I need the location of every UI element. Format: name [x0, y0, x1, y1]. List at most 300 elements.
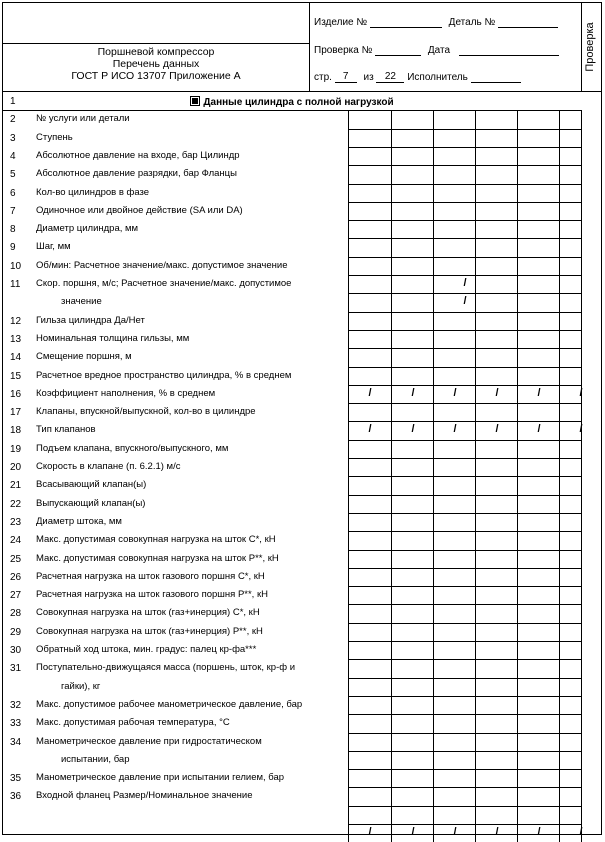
value-cell[interactable] — [559, 659, 581, 677]
value-cell[interactable] — [559, 568, 581, 586]
value-cell[interactable] — [348, 330, 391, 348]
value-cell[interactable] — [348, 659, 391, 677]
row-label: Одиночное или двойное действие (SA или DA) — [36, 204, 243, 216]
value-cell[interactable] — [559, 403, 581, 421]
value-cell[interactable] — [559, 110, 581, 128]
value-cell[interactable] — [559, 165, 581, 183]
izdelie-label: Изделие № — [314, 17, 368, 28]
value-cell[interactable] — [433, 531, 475, 549]
row-label: Клапаны, впускной/выпускной, кол-во в цилиндре — [36, 406, 256, 418]
row-label: Смещение поршня, м — [36, 351, 132, 363]
value-cell[interactable] — [391, 623, 433, 641]
value-cell[interactable] — [475, 604, 517, 622]
slash-separator: / — [463, 277, 467, 289]
row-number: 3 — [10, 132, 16, 144]
row-label: Всасывающий клапан(ы) — [36, 479, 147, 491]
value-cell[interactable] — [391, 147, 433, 165]
value-cell[interactable] — [433, 257, 475, 275]
row-label: Коэффициент наполнения, % в среднем — [36, 387, 216, 399]
value-cell[interactable] — [559, 604, 581, 622]
value-cell[interactable] — [517, 568, 559, 586]
row-label: Скорость в клапане (п. 6.2.1) м/с — [36, 461, 181, 472]
value-cell[interactable] — [559, 678, 581, 696]
row-label: Макс. допустимая рабочая температура, °C — [36, 717, 230, 729]
value-cell[interactable] — [559, 312, 581, 330]
slash-separator: / — [368, 386, 372, 399]
value-cell[interactable] — [433, 476, 475, 494]
section-title: Данные цилиндра с полной нагрузкой — [3, 95, 581, 108]
slash-separator: / — [579, 423, 583, 436]
value-cell[interactable] — [433, 751, 475, 769]
value-cell[interactable] — [433, 110, 475, 128]
row-number: 17 — [10, 407, 22, 419]
value-cell[interactable] — [433, 568, 475, 586]
value-cell[interactable] — [559, 550, 581, 568]
value-cell[interactable] — [391, 714, 433, 732]
value-cell[interactable] — [348, 623, 391, 641]
value-cell[interactable] — [433, 184, 475, 202]
slash-separator: / — [495, 386, 499, 399]
value-cell[interactable] — [433, 348, 475, 366]
row-label: Тип клапанов — [36, 424, 96, 436]
value-cell[interactable] — [348, 367, 391, 385]
value-cell[interactable] — [517, 330, 559, 348]
value-cell[interactable] — [517, 458, 559, 476]
value-cell[interactable] — [559, 440, 581, 458]
row-label: испытании, бар — [61, 753, 130, 765]
value-cell[interactable] — [391, 440, 433, 458]
slash-separator: / — [495, 826, 499, 838]
value-cell[interactable] — [391, 293, 433, 311]
value-cell[interactable] — [348, 257, 391, 275]
value-cell[interactable] — [559, 184, 581, 202]
value-cell[interactable] — [433, 641, 475, 659]
value-cell[interactable] — [433, 586, 475, 604]
value-cell[interactable] — [517, 202, 559, 220]
row-number: 6 — [10, 187, 16, 199]
row-number: 27 — [10, 590, 22, 602]
value-cell[interactable] — [559, 733, 581, 751]
row-number: 31 — [10, 663, 22, 675]
document-title: Поршневой компрессор Перечень данных ГОСТ Р ИСО 13707 Приложение А — [71, 46, 241, 82]
value-cell[interactable] — [475, 806, 517, 824]
value-cell[interactable] — [475, 714, 517, 732]
value-cell[interactable] — [391, 678, 433, 696]
row-number: 1 — [10, 96, 16, 107]
value-cell[interactable] — [559, 641, 581, 659]
value-cell[interactable] — [559, 696, 581, 714]
value-cell[interactable] — [475, 787, 517, 805]
value-cell[interactable] — [433, 458, 475, 476]
value-cell[interactable] — [559, 495, 581, 513]
value-cell[interactable] — [559, 129, 581, 147]
value-cell[interactable] — [517, 659, 559, 677]
value-cell[interactable] — [517, 367, 559, 385]
value-cell[interactable] — [348, 440, 391, 458]
value-cell[interactable] — [391, 476, 433, 494]
value-cell[interactable] — [559, 769, 581, 787]
value-cell[interactable] — [433, 330, 475, 348]
value-cell[interactable] — [433, 367, 475, 385]
value-cell[interactable] — [517, 678, 559, 696]
value-cell[interactable] — [475, 696, 517, 714]
row-number: 32 — [10, 699, 22, 711]
row-label: Номинальная толщина гильзы, мм — [36, 332, 190, 344]
value-cell[interactable] — [475, 659, 517, 677]
row-number: 25 — [10, 553, 22, 565]
value-cell[interactable] — [348, 751, 391, 769]
row-label: Гильза цилиндра Да/Нет — [36, 314, 145, 326]
row-label: Расчетное вредное пространство цилиндра, % в среднем — [36, 369, 292, 381]
value-cell[interactable] — [559, 257, 581, 275]
value-cell[interactable] — [348, 147, 391, 165]
datasheet-page — [2, 2, 602, 838]
row-number: 33 — [10, 718, 22, 730]
slash-separator: / — [579, 386, 583, 399]
value-cell[interactable] — [559, 787, 581, 805]
value-cell[interactable] — [475, 495, 517, 513]
value-cell[interactable] — [391, 513, 433, 531]
value-cell[interactable] — [348, 568, 391, 586]
value-cell[interactable] — [348, 733, 391, 751]
value-cell[interactable] — [475, 257, 517, 275]
value-cell[interactable] — [517, 714, 559, 732]
value-cell[interactable] — [517, 495, 559, 513]
value-cell[interactable] — [433, 513, 475, 531]
value-cell[interactable] — [559, 348, 581, 366]
value-cell[interactable] — [348, 476, 391, 494]
value-cell[interactable] — [391, 769, 433, 787]
value-cell[interactable] — [475, 769, 517, 787]
value-cell[interactable] — [348, 495, 391, 513]
value-cell[interactable] — [391, 495, 433, 513]
row-label: гайки), кг — [61, 680, 101, 692]
value-cell[interactable] — [559, 806, 581, 824]
value-cell[interactable] — [391, 275, 433, 293]
row-label: Диаметр штока, мм — [36, 515, 122, 527]
value-cell[interactable] — [391, 604, 433, 622]
value-cell[interactable] — [348, 769, 391, 787]
value-cell[interactable] — [517, 623, 559, 641]
value-cell[interactable] — [475, 586, 517, 604]
row-number: 2 — [10, 114, 16, 126]
value-cell[interactable] — [348, 238, 391, 256]
value-cell[interactable] — [517, 550, 559, 568]
value-cell[interactable] — [517, 440, 559, 458]
izdelie-field[interactable] — [370, 17, 442, 28]
value-cell[interactable] — [517, 751, 559, 769]
value-cell[interactable] — [559, 367, 581, 385]
value-cell[interactable] — [348, 806, 391, 824]
value-cell[interactable] — [517, 769, 559, 787]
value-cell[interactable] — [475, 184, 517, 202]
value-cell[interactable] — [475, 367, 517, 385]
value-cell[interactable] — [391, 202, 433, 220]
value-cell[interactable] — [433, 147, 475, 165]
row-label: значение — [61, 296, 102, 308]
value-cell[interactable] — [433, 312, 475, 330]
value-cell[interactable] — [559, 586, 581, 604]
value-cell[interactable] — [391, 550, 433, 568]
value-cell[interactable] — [475, 568, 517, 586]
value-cell[interactable] — [517, 348, 559, 366]
value-cell[interactable] — [475, 641, 517, 659]
value-cell[interactable] — [348, 403, 391, 421]
value-cell[interactable] — [433, 129, 475, 147]
value-cell[interactable] — [433, 440, 475, 458]
value-cell[interactable] — [348, 293, 391, 311]
value-cell[interactable] — [348, 586, 391, 604]
value-cell[interactable] — [517, 513, 559, 531]
value-cell[interactable] — [391, 806, 433, 824]
value-cell[interactable] — [559, 293, 581, 311]
value-cell[interactable] — [391, 129, 433, 147]
row-label: Об/мин: Расчетное значение/макс. допустимое значение — [36, 259, 288, 271]
value-cell[interactable] — [391, 458, 433, 476]
value-cell[interactable] — [559, 220, 581, 238]
row-label: Скор. поршня, м/с; Расчетное значение/макс. допустимое — [36, 278, 292, 289]
slash-separator: / — [579, 826, 583, 838]
slash-separator: / — [453, 386, 457, 399]
ispolnitel-field[interactable] — [471, 72, 521, 83]
value-cell[interactable] — [433, 202, 475, 220]
value-cell[interactable] — [433, 659, 475, 677]
value-cell[interactable] — [391, 403, 433, 421]
row-label: Ступень — [36, 131, 73, 143]
value-cell[interactable] — [391, 165, 433, 183]
value-cell[interactable] — [559, 147, 581, 165]
value-cell[interactable] — [475, 348, 517, 366]
value-cell[interactable] — [475, 312, 517, 330]
value-cell[interactable] — [391, 751, 433, 769]
value-cell[interactable] — [475, 440, 517, 458]
value-cell[interactable] — [391, 220, 433, 238]
value-cell[interactable] — [475, 733, 517, 751]
value-cell[interactable] — [517, 604, 559, 622]
value-cell[interactable] — [517, 403, 559, 421]
value-cell[interactable] — [391, 184, 433, 202]
value-cell[interactable] — [391, 531, 433, 549]
row-number: 12 — [10, 315, 22, 327]
value-cell[interactable] — [517, 733, 559, 751]
detal-field[interactable] — [498, 17, 558, 28]
value-cell[interactable] — [348, 678, 391, 696]
header-left — [3, 3, 310, 92]
row-label: Шаг, мм — [36, 241, 71, 253]
value-cell[interactable] — [475, 678, 517, 696]
value-cell[interactable] — [475, 550, 517, 568]
value-cell[interactable] — [391, 257, 433, 275]
value-cell[interactable] — [391, 733, 433, 751]
value-cell[interactable] — [348, 550, 391, 568]
value-cell[interactable] — [475, 147, 517, 165]
value-cell[interactable] — [517, 238, 559, 256]
value-cell[interactable] — [517, 531, 559, 549]
value-cell[interactable] — [348, 275, 391, 293]
value-cell[interactable] — [517, 476, 559, 494]
value-cell[interactable] — [475, 330, 517, 348]
value-cell[interactable] — [517, 129, 559, 147]
value-cell[interactable] — [475, 403, 517, 421]
value-cell[interactable] — [475, 531, 517, 549]
value-cell[interactable] — [348, 220, 391, 238]
value-cell[interactable] — [391, 787, 433, 805]
value-cell[interactable] — [475, 751, 517, 769]
value-cell[interactable] — [475, 623, 517, 641]
row-number: 22 — [10, 498, 22, 510]
detal-label: Деталь № — [448, 17, 496, 28]
value-cell[interactable] — [433, 769, 475, 787]
value-cell[interactable] — [348, 165, 391, 183]
value-cell[interactable] — [391, 348, 433, 366]
value-cell[interactable] — [433, 787, 475, 805]
value-cell[interactable] — [433, 604, 475, 622]
value-cell[interactable] — [433, 495, 475, 513]
value-cell[interactable] — [433, 696, 475, 714]
value-cell[interactable] — [348, 696, 391, 714]
value-cell[interactable] — [475, 202, 517, 220]
row-number: 21 — [10, 480, 22, 492]
value-cell[interactable] — [517, 806, 559, 824]
row-number: 15 — [10, 370, 22, 382]
value-cell[interactable] — [517, 220, 559, 238]
proverka-no-field[interactable] — [375, 45, 421, 56]
value-cell[interactable] — [348, 513, 391, 531]
row-number: 36 — [10, 791, 22, 803]
value-cell[interactable] — [475, 476, 517, 494]
value-cell[interactable] — [391, 312, 433, 330]
value-cell[interactable] — [433, 733, 475, 751]
row-number: 34 — [10, 736, 22, 748]
value-cell[interactable] — [348, 787, 391, 805]
data-field[interactable] — [459, 45, 559, 56]
value-cell[interactable] — [348, 531, 391, 549]
value-cell[interactable] — [475, 220, 517, 238]
value-cell[interactable] — [517, 586, 559, 604]
row-number: 19 — [10, 443, 22, 455]
row-number: 16 — [10, 388, 22, 400]
value-cell[interactable] — [391, 586, 433, 604]
row-number: 10 — [10, 260, 22, 272]
value-cell[interactable] — [559, 238, 581, 256]
value-cell[interactable] — [559, 751, 581, 769]
value-cell[interactable] — [348, 312, 391, 330]
value-cell[interactable] — [348, 129, 391, 147]
value-cell[interactable] — [475, 513, 517, 531]
value-cell[interactable] — [433, 238, 475, 256]
value-cell[interactable] — [559, 714, 581, 732]
value-cell[interactable] — [475, 458, 517, 476]
slash-separator: / — [463, 295, 467, 308]
slash-separator: / — [411, 386, 415, 399]
value-cell[interactable] — [391, 330, 433, 348]
value-cell[interactable] — [391, 641, 433, 659]
value-cell[interactable] — [559, 458, 581, 476]
row-label: Макс. допустимая совокупная нагрузка на шток C*, кН — [36, 534, 276, 546]
value-cell[interactable] — [433, 165, 475, 183]
value-cell[interactable] — [517, 641, 559, 659]
value-cell[interactable] — [391, 659, 433, 677]
value-cell[interactable] — [559, 531, 581, 549]
value-cell[interactable] — [475, 129, 517, 147]
proverka-vertical-label: Проверка — [584, 22, 596, 72]
value-cell[interactable] — [559, 476, 581, 494]
slash-separator: / — [537, 423, 541, 436]
row-label: Входной фланец Размер/Номинальное значение — [36, 790, 253, 802]
value-cell[interactable] — [433, 806, 475, 824]
row-label: Диаметр цилиндра, мм — [36, 223, 139, 235]
value-cell[interactable] — [517, 293, 559, 311]
value-cell[interactable] — [348, 641, 391, 659]
value-cell[interactable] — [433, 220, 475, 238]
value-cell[interactable] — [391, 696, 433, 714]
row-label: Совокупная нагрузка на шток (газ+инерция) C*, кН — [36, 607, 260, 619]
slash-separator: / — [453, 423, 457, 436]
value-cell[interactable] — [348, 110, 391, 128]
row-label: Манометрическое давление при испытании гелием, бар — [36, 772, 285, 784]
value-cell[interactable] — [348, 604, 391, 622]
value-cell[interactable] — [559, 623, 581, 641]
value-cell[interactable] — [517, 165, 559, 183]
value-cell[interactable] — [348, 202, 391, 220]
value-cell[interactable] — [517, 147, 559, 165]
value-cell[interactable] — [559, 513, 581, 531]
row-label: Макс. допустимая совокупная нагрузка на шток P**, кН — [36, 552, 279, 564]
value-cell[interactable] — [475, 110, 517, 128]
value-cell[interactable] — [475, 165, 517, 183]
checkbox-icon[interactable] — [190, 96, 200, 106]
row-label: Абсолютное давление на входе, бар Цилиндр — [36, 149, 240, 161]
value-cell[interactable] — [475, 238, 517, 256]
value-cell[interactable] — [517, 257, 559, 275]
page-prefix: стр. — [314, 72, 332, 83]
value-cell[interactable] — [348, 348, 391, 366]
value-cell[interactable] — [348, 458, 391, 476]
value-cell[interactable] — [517, 184, 559, 202]
row-number: 7 — [10, 205, 16, 217]
slash-separator: / — [368, 826, 372, 838]
value-cell[interactable] — [517, 275, 559, 293]
row-number: 18 — [10, 425, 22, 437]
value-cell[interactable] — [433, 714, 475, 732]
value-cell[interactable] — [517, 110, 559, 128]
value-cell[interactable] — [517, 312, 559, 330]
value-cell[interactable] — [433, 403, 475, 421]
value-cell[interactable] — [433, 678, 475, 696]
value-cell[interactable] — [391, 238, 433, 256]
header-check-column — [581, 3, 601, 92]
value-cell[interactable] — [517, 787, 559, 805]
row-number: 14 — [10, 352, 22, 364]
value-cell[interactable] — [559, 275, 581, 293]
value-cell[interactable] — [559, 330, 581, 348]
value-cell[interactable] — [433, 623, 475, 641]
row-label: Манометрическое давление при гидростатическом — [36, 735, 262, 747]
row-number: 20 — [10, 462, 22, 473]
row-label: Выпускающий клапан(ы) — [36, 497, 146, 509]
value-cell[interactable] — [517, 696, 559, 714]
value-cell[interactable] — [391, 568, 433, 586]
value-cell[interactable] — [348, 714, 391, 732]
row-number: 28 — [10, 608, 22, 620]
value-cell[interactable] — [391, 110, 433, 128]
value-cell[interactable] — [559, 202, 581, 220]
row-number: 5 — [10, 169, 16, 181]
value-cell[interactable] — [433, 550, 475, 568]
value-cell[interactable] — [348, 184, 391, 202]
row-number: 8 — [10, 224, 16, 236]
value-cell[interactable] — [391, 367, 433, 385]
